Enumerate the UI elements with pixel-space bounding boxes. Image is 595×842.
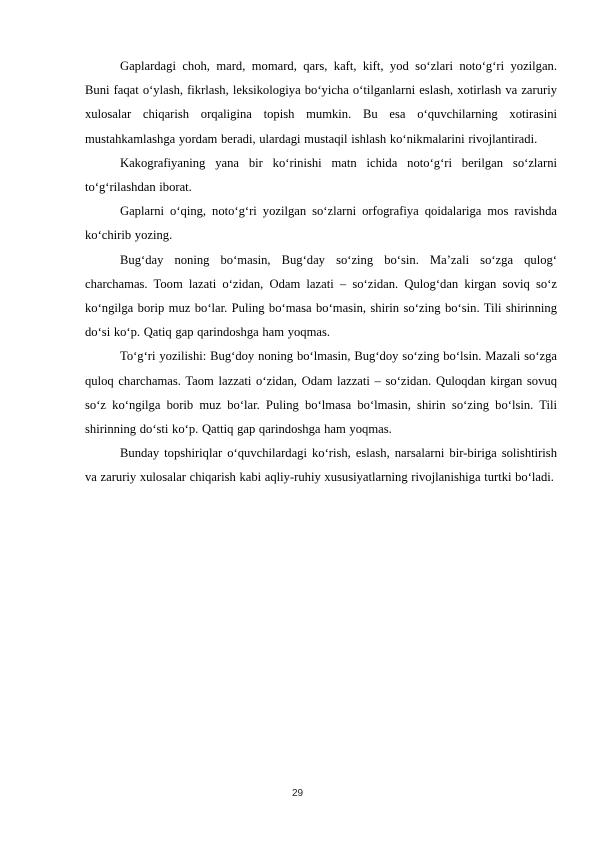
paragraph-1: Gaplardagi choh, mard, momard, qars, kaft, kift, yod so‘zlari noto‘g‘ri yozilgan. Buni faqat o‘ylash, fikrlash, leksikologiya bo‘yicha o‘tilganlarni eslash, xotirlash va zaruriy xulosalar chiqarish orqaligina topish mumkin. Bu esa o‘quvchilarning xotirasini mustahkamlashga yordam beradi, ulardagi mustaqil ishlash ko‘nikmalarini rivojlantiradi. [85, 59, 557, 146]
paragraph-4: Bug‘day noning bo‘masin, Bug‘day so‘zing bo‘sin. Ma’zali so‘zga qulog‘ charchamas. Toom lazati o‘zidan, Odam lazati – so‘zidan. Qulog‘dan kirgan soviq so‘z ko‘ngilga borip muz bo‘lar. Puling bo‘masa bo‘masin, shirin so‘zing bo‘sin. Tili shirinning do‘si ko‘p. Qatiq gap qarindoshga ham yoqmas. [85, 252, 557, 340]
paragraph-2: Kakografiyaning yana bir ko‘rinishi matn ichida noto‘g‘ri berilgan so‘zlarni to‘g‘rilashdan iborat. [85, 155, 557, 195]
paragraph-6: Bunday topshiriqlar o‘quvchilardagi ko‘rish, eslash, narsalarni bir-biriga solishtirish va zaruriy xulosalar chiqarish kabi aqliy-ruhiy xususiyatlarning rivojlanishiga turtki bo‘ladi. [85, 446, 557, 485]
paragraph-5: To‘g‘ri yozilishi: Bug‘doy noning bo‘lmasin, Bug‘doy so‘zing bo‘lsin. Mazali so‘zga quloq charchamas. Taom lazzati o‘zidan, Odam lazzati – so‘zidan. Quloqdan kirgan sovuq so‘z ko‘ngilga borib muz bo‘lar. Puling bo‘lmasa bo‘lmasin, shirin so‘zing bo‘lsin. Tili shirinning do‘sti ko‘p. Qattiq gap qarindoshga ham yoqmas. [85, 349, 557, 437]
body-text [85, 54, 557, 490]
paragraph-3: Gaplarni o‘qing, noto‘g‘ri yozilgan so‘zlarni orfografiya qoidalariga mos ravishda ko‘chirib yozing. [85, 204, 557, 243]
page-number: 29 [291, 788, 304, 799]
